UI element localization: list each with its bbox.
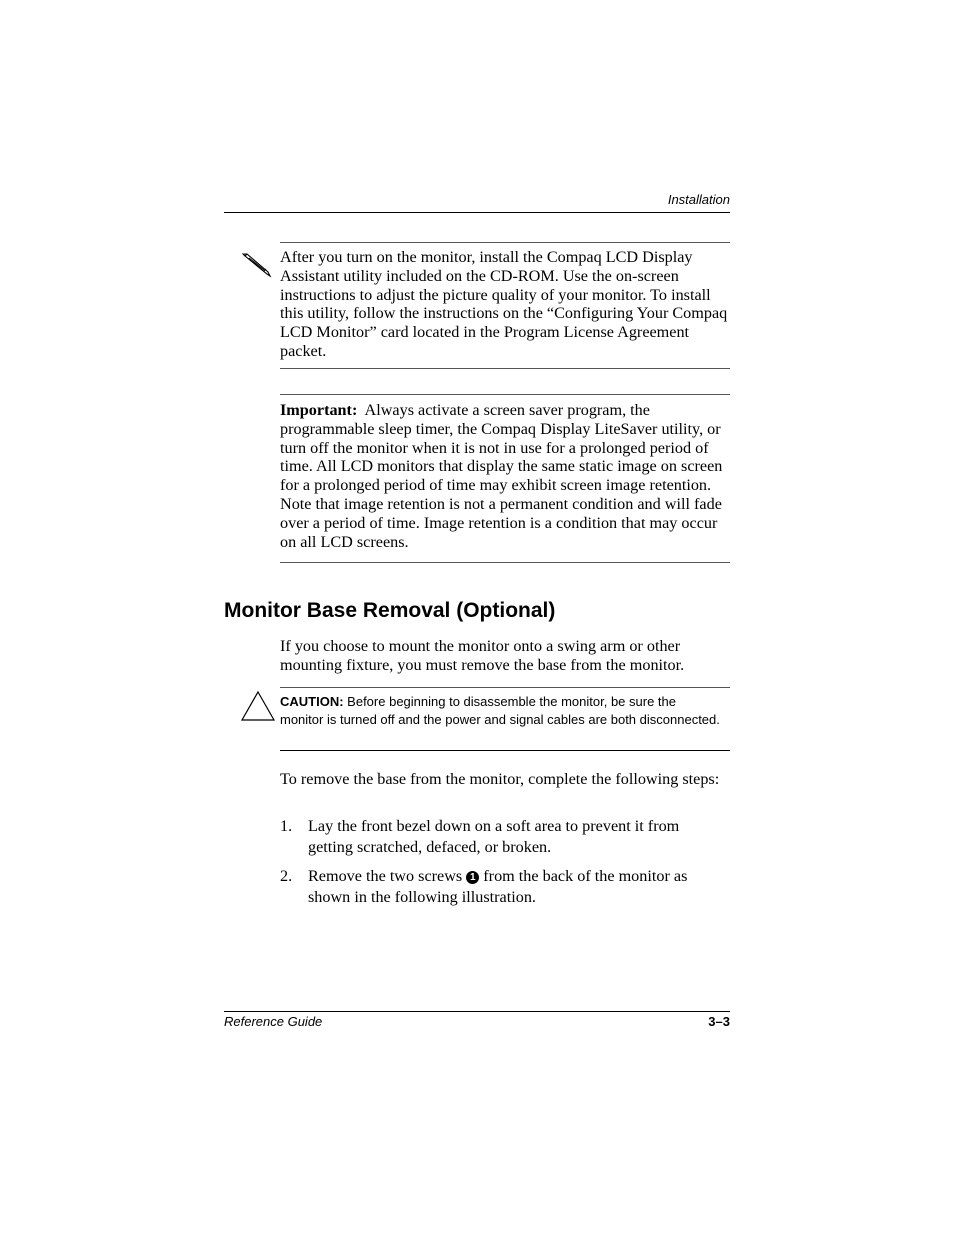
callout-one-icon: 1 <box>466 871 479 884</box>
section-intro: If you choose to mount the monitor onto a swing arm or other mounting fixture, you must remove the base from the monitor. <box>280 637 685 674</box>
caution-text: Before beginning to disassemble the monitor, be sure the monitor is turned off and the power and signal cables are both disconnected. <box>280 694 720 727</box>
step-text-before: Remove the two screws <box>308 867 463 885</box>
caution-top-rule <box>280 687 730 688</box>
important-paragraph <box>280 401 732 551</box>
caution-paragraph <box>280 693 720 728</box>
steps-intro: To remove the base from the monitor, complete the following steps: <box>280 770 720 788</box>
important-label: Important: <box>280 401 358 419</box>
header-rule <box>224 212 730 213</box>
step-number: 1. <box>280 817 293 835</box>
step-text-after: from the back of the monitor as shown in the following illustration. <box>308 867 688 906</box>
page-number: 3–3 <box>708 1014 730 1029</box>
caution-label: CAUTION: <box>280 694 344 709</box>
caution-bottom-rule <box>280 750 730 751</box>
footer-rule <box>224 1011 730 1012</box>
section-heading: Monitor Base Removal (Optional) <box>224 599 556 622</box>
step-text: Lay the front bezel down on a soft area to prevent it from getting scratched, defaced, or broken. <box>308 817 680 856</box>
running-header: Installation <box>667 192 730 207</box>
step-text <box>308 866 728 907</box>
caution-triangle-icon <box>240 690 276 722</box>
footer-title: Reference Guide <box>224 1014 323 1029</box>
note-top-rule <box>280 242 730 243</box>
important-top-rule <box>280 394 730 395</box>
note-text: After you turn on the monitor, install the Compaq LCD Display Assistant utility included on the CD-ROM. Use the on-screen instructions to adjust the picture quality of your monitor. To install this utility, follow the instructions on the “Configuring Your Compaq LCD Monitor” card located in the Program License Agreement packet. <box>280 248 728 360</box>
step-number: 2. <box>280 867 293 885</box>
note-bottom-rule <box>280 368 730 369</box>
important-text: Always activate a screen saver program, the programmable sleep timer, the Compaq Display LiteSaver utility, or turn off the monitor when it is not in use for a prolonged period of time. All LCD monitors that display the same static image on screen for a prolonged period of time may exhibit screen image retention. Note that image retention is not a permanent condition and will fade over a period of time. Image retention is a condition that may occur on all LCD screens. <box>280 401 723 551</box>
important-bottom-rule <box>280 562 730 563</box>
pencil-note-icon <box>242 252 272 278</box>
